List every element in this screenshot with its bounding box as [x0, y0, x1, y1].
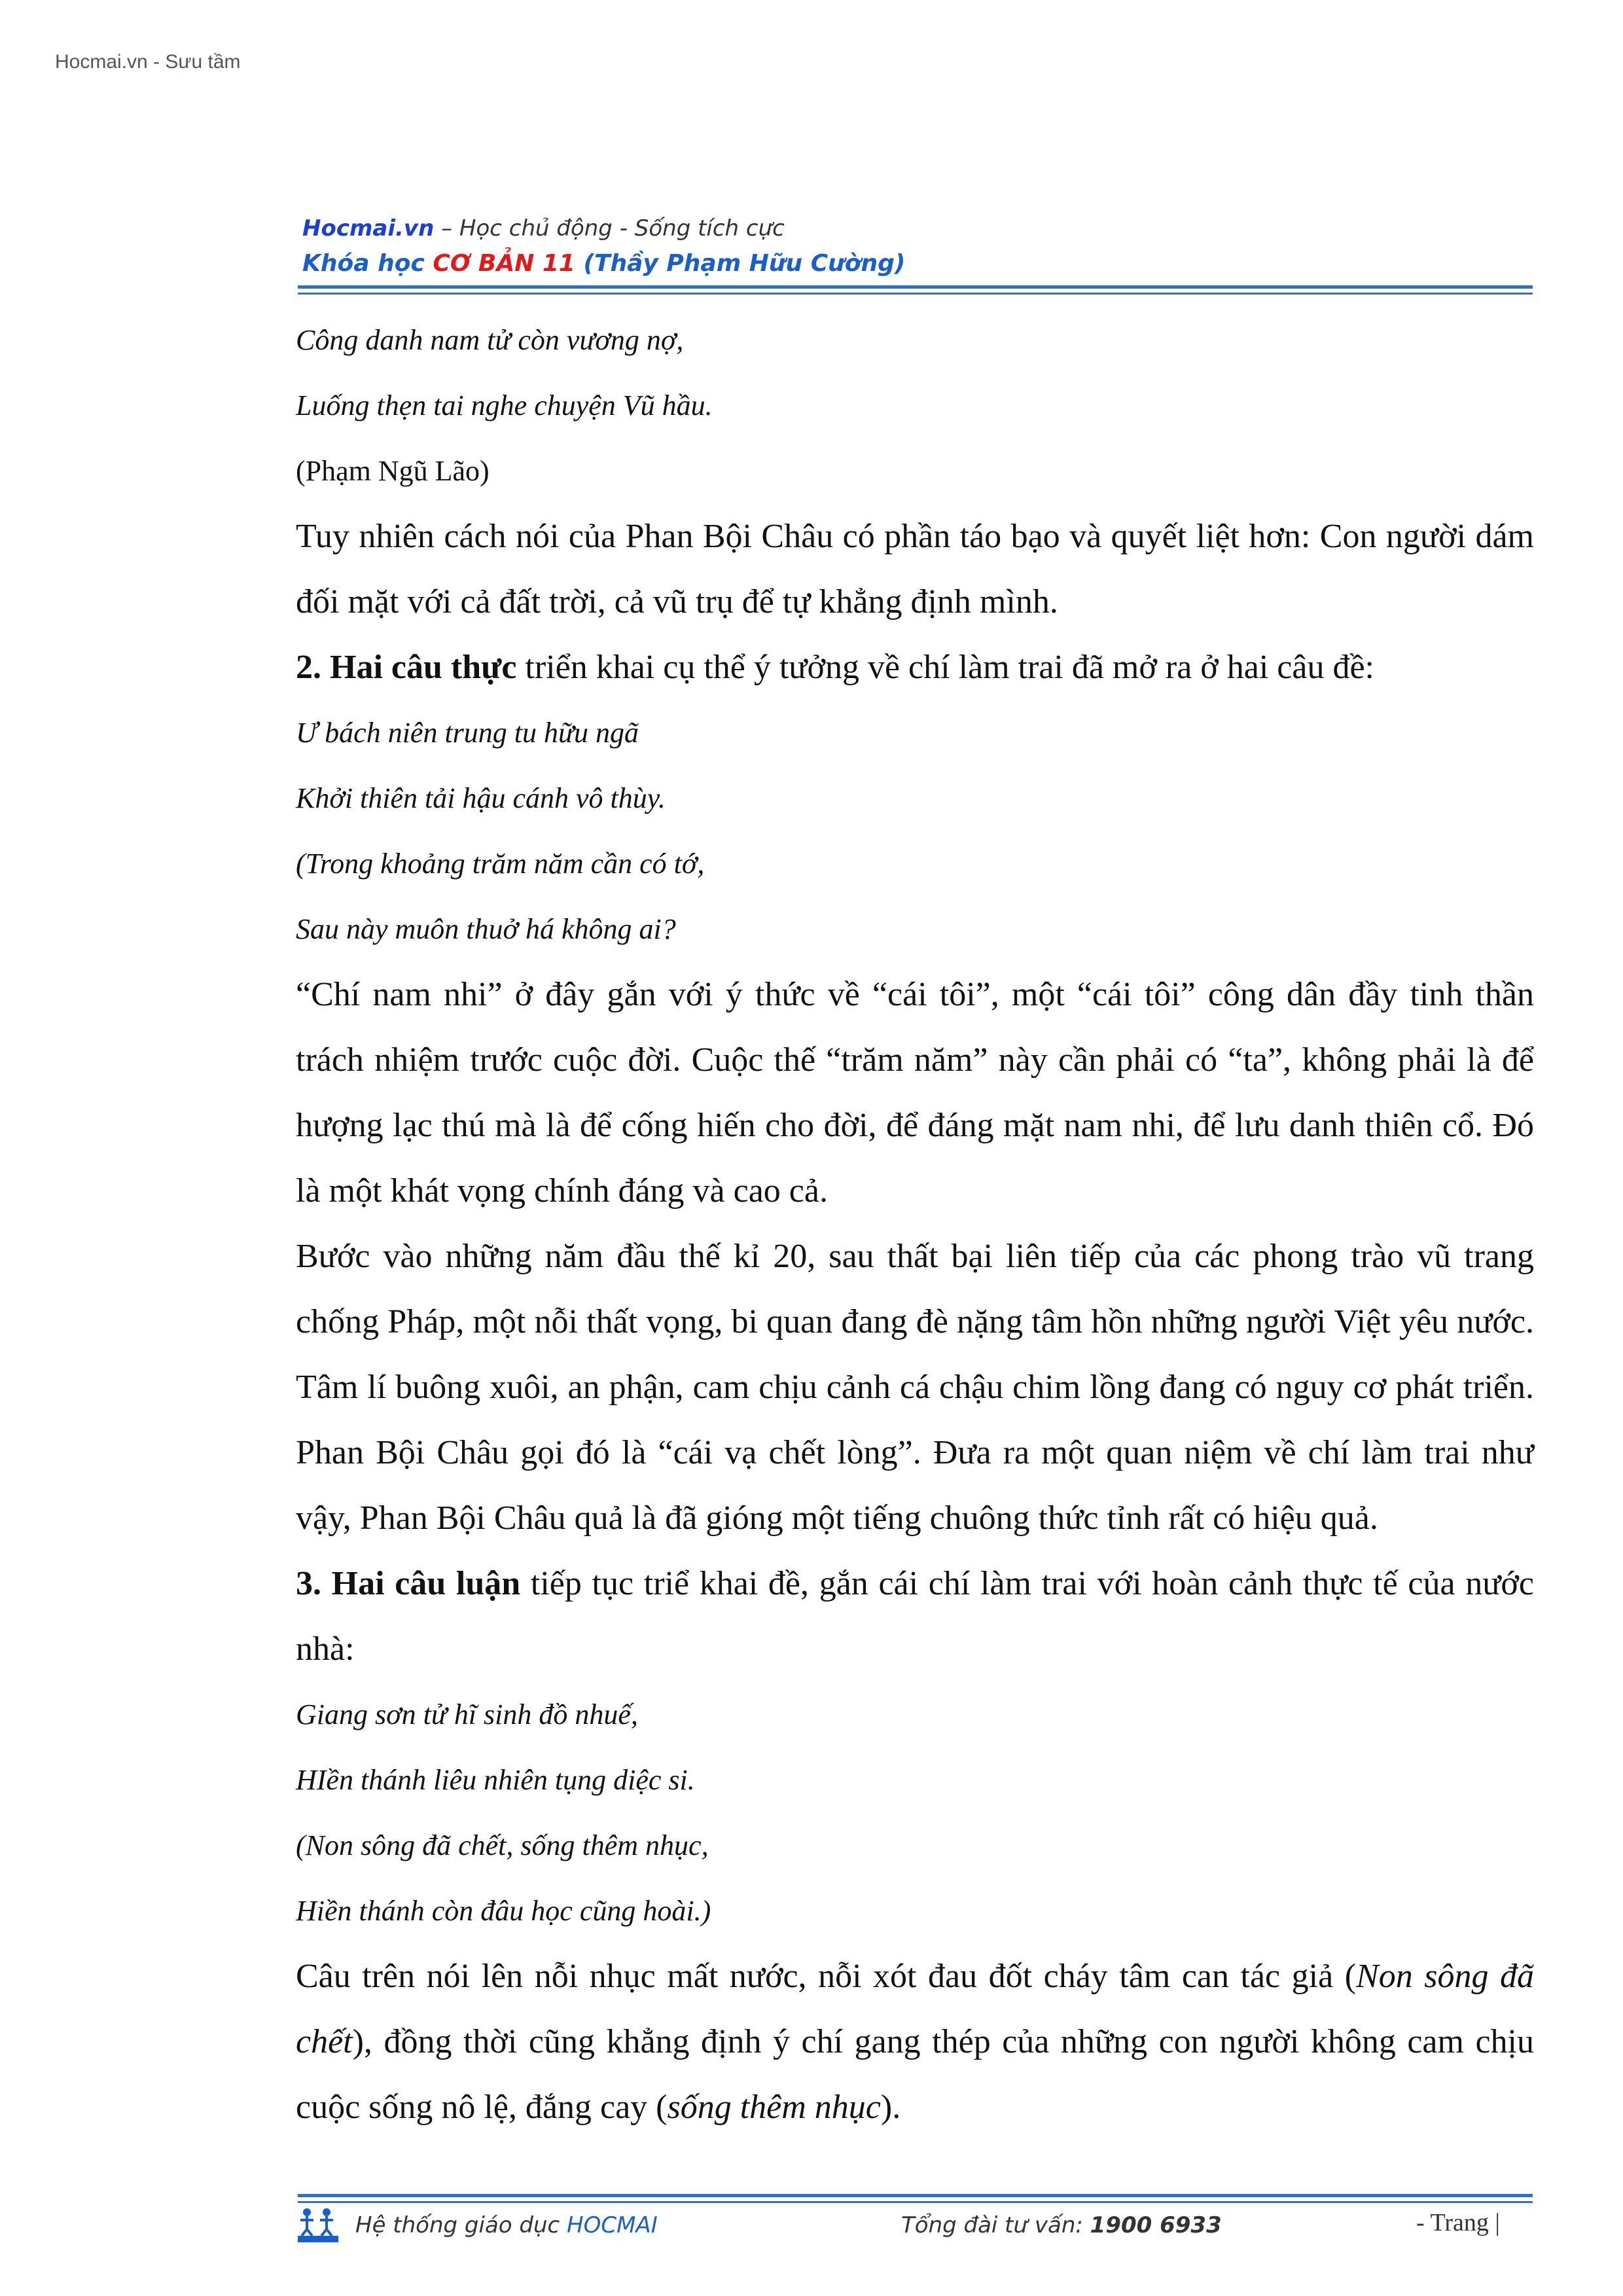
verse-line: (Trong khoảng trăm năm cần có tớ, [296, 848, 705, 880]
page-number: - Trang | [1416, 2209, 1500, 2236]
header-tagline-line [302, 211, 1533, 246]
verse-source: (Phạm Ngũ Lão) [296, 455, 490, 487]
paragraph: Bước vào những năm đầu thế kỉ 20, sau thất bại liên tiếp của các phong trào vũ trang chống Pháp, một nỗi thất vọng, bi quan đang đè nặng tâm hồn những người Việt yêu nước. Tâm lí buông xuôi, an phận, cam chịu cảnh cá chậu chim lồng đang có nguy cơ phát triển. Phan Bội Châu gọi đó là “cái vạ chết lòng”. Đưa ra một quan niệm về chí làm trai như vậy, Phan Bội Châu quả là đã gióng một tiếng chuông thức tỉnh rất có hiệu quả. [296, 1238, 1534, 1537]
section-text: tiếp tục triể khai đề, gắn cái chí làm trai với hoàn cảnh thực tế của nước nhà: [296, 1565, 1534, 1668]
verse-line: (Non sông đã chết, sống thêm nhục, [296, 1829, 709, 1861]
footer-hotline-number: 1900 6933 [1090, 2212, 1222, 2238]
section-heading-paragraph [296, 635, 1534, 700]
verse-line: Công danh nam tử còn vương nợ, [296, 324, 684, 356]
footer-divider [298, 2194, 1533, 2203]
footer-system-prefix: Hệ thống giáo dục [355, 2212, 567, 2238]
verse-line: HIền thánh liêu nhiên tụng diệc si. [296, 1764, 695, 1796]
header-divider [298, 285, 1533, 295]
footer-hotline-label: Tổng đài tư vấn: [901, 2212, 1090, 2238]
paragraph-text: Câu trên nói lên nỗi nhục mất nước, nỗi xót đau đốt cháy tâm can tác giả ( [296, 1958, 1357, 1995]
footer-system-name: HOCMAI [567, 2212, 658, 2238]
paragraph: Tuy nhiên cách nói của Phan Bội Châu có phần táo bạo và quyết liệt hơn: Con người dám đối mặt với cả đất trời, cả vũ trụ để tự khẳng định mình. [296, 518, 1534, 620]
verse-line: Hiền thánh còn đâu học cũng hoài.) [296, 1895, 711, 1927]
page-header [302, 211, 1533, 281]
header-course-prefix: Khóa học [302, 250, 433, 277]
section-heading: 2. Hai câu thực [296, 649, 517, 686]
header-course-line [302, 246, 1533, 281]
verse-line: Ư bách niên trung tu hữu ngã [296, 717, 639, 749]
verse-line: Sau này muôn thuở há không ai? [296, 913, 676, 945]
hocmai-logo-icon [298, 2207, 338, 2244]
paragraph-text: ). [880, 2089, 901, 2126]
header-course-name: CƠ BẢN 11 [433, 250, 575, 277]
page-footer [298, 2207, 1533, 2246]
document-body [296, 308, 1534, 2140]
section-heading: 3. Hai câu luận [296, 1565, 521, 1602]
paragraph-text: ), đồng thời cũng khẳng định ý chí gang thép của những con người không cam chịu cuộc sống nô lệ, đắng cay ( [296, 2023, 1534, 2126]
watermark-text: Hocmai.vn - Sưu tầm [55, 51, 241, 73]
section-heading-paragraph [296, 1551, 1534, 1682]
paragraph [296, 1944, 1534, 2140]
paragraph: “Chí nam nhi” ở đây gắn với ý thức về “cái tôi”, một “cái tôi” công dân đầy tinh thần trách nhiệm trước cuộc đời. Cuộc thế “trăm năm” này cần phải có “ta”, không phải là để hượng lạc thú mà là để cống hiến cho đời, để đáng mặt nam nhi, để lưu danh thiên cổ. Đó là một khát vọng chính đáng và cao cả. [296, 976, 1534, 1210]
italic-quote: sống thêm nhục [667, 2089, 881, 2126]
verse-line: Giang sơn tử hĩ sinh đồ nhuế, [296, 1698, 638, 1731]
verse-line: Khởi thiên tải hậu cánh vô thùy. [296, 782, 666, 814]
section-text: triển khai cụ thể ý tưởng về chí làm trai đã mở ra ở hai câu đề: [516, 649, 1374, 686]
footer-hotline [901, 2212, 1222, 2238]
footer-system [355, 2212, 658, 2238]
italic-quote: Non sông đã chết [296, 1958, 1535, 2060]
header-brand: Hocmai.vn [302, 215, 435, 242]
verse-line: Luống thẹn tai nghe chuyện Vũ hầu. [296, 389, 713, 422]
header-teacher: (Thầy Phạm Hữu Cường) [575, 250, 906, 277]
header-tagline: – Học chủ động - Sống tích cực [434, 215, 785, 242]
